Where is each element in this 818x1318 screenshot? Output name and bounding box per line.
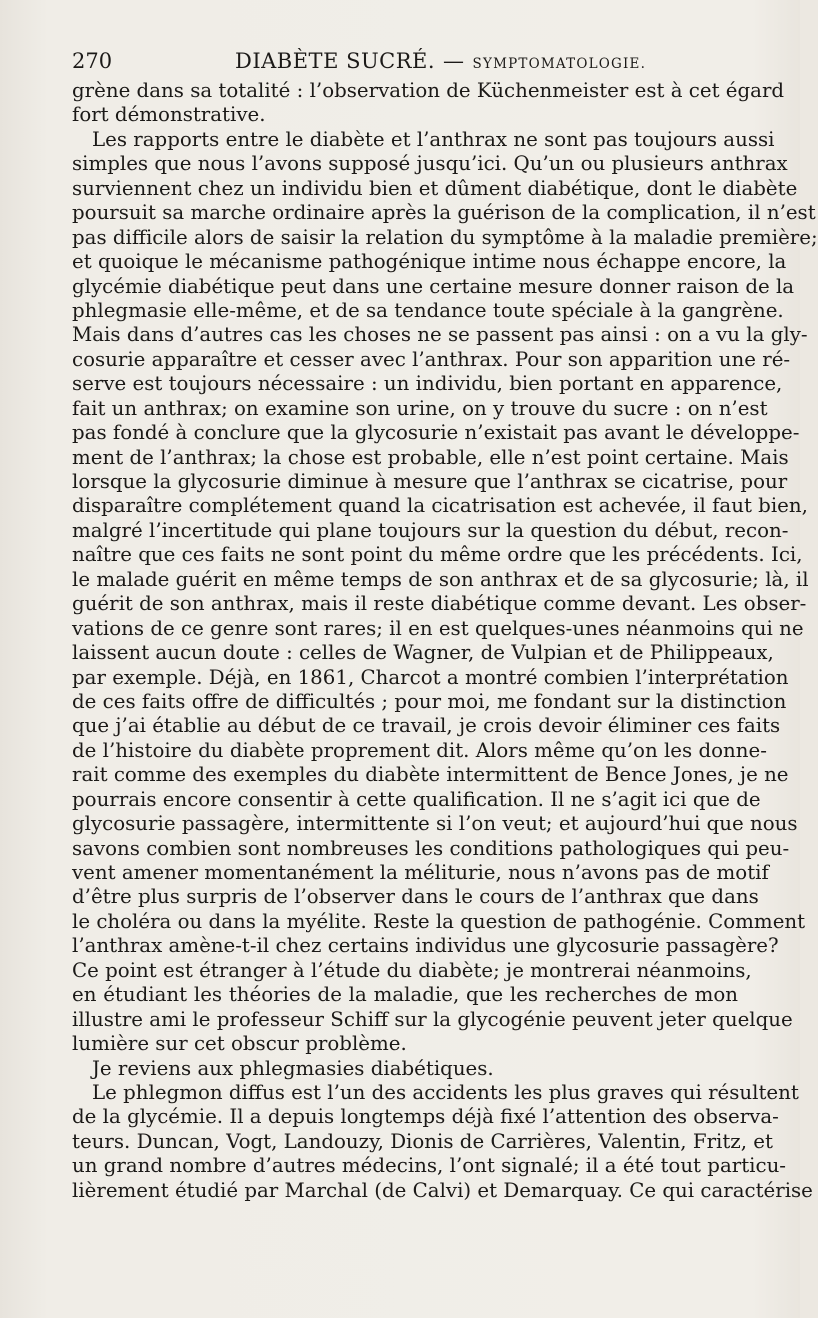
text-line: glycosurie passagère, intermittente si l’on veut; et aujourd’hui que nous	[72, 812, 798, 836]
running-title	[235, 46, 646, 79]
title-separator: —	[443, 49, 465, 73]
text-line: de ces faits offre de difficultés ; pour moi, me fondant sur la distinction	[72, 689, 787, 713]
text-line: vations de ce genre sont rares; il en est quelques-unes néanmoins qui ne	[72, 616, 804, 640]
text-line: lièrement étudié par Marchal (de Calvi) et Demarquay. Ce qui caractérise	[72, 1178, 813, 1202]
text-line: pourrais encore consentir à cette qualification. Il ne s’agit ici que de	[72, 787, 761, 811]
text-line: Ce point est étranger à l’étude du diabète; je montrerai néanmoins,	[72, 958, 752, 982]
text-line: savons combien sont nombreuses les conditions pathologiques qui peu-	[72, 836, 790, 860]
text-line: surviennent chez un individu bien et dûment diabétique, dont le diabète	[72, 176, 798, 200]
text-line: d’être plus surpris de l’observer dans le cours de l’anthrax que dans	[72, 885, 759, 909]
text-line: et quoique le mécanisme pathogénique intime nous échappe encore, la	[72, 250, 787, 274]
text-line: serve est toujours nécessaire : un individu, bien portant en apparence,	[72, 372, 783, 396]
body-text	[72, 79, 818, 1203]
text-line: le malade guérit en même temps de son anthrax et de sa glycosurie; là, il	[72, 567, 809, 591]
chapter-title: DIABÈTE SUCRÉ.	[235, 49, 436, 73]
text-line: l’anthrax amène-t-il chez certains individus une glycosurie passagère?	[72, 934, 779, 958]
page-number: 270	[72, 49, 113, 73]
text-line: glycémie diabétique peut dans une certaine mesure donner raison de la	[72, 274, 795, 298]
text-line: le choléra ou dans la myélite. Reste la question de pathogénie. Comment	[72, 909, 806, 933]
text-line: de l’histoire du diabète proprement dit. Alors même qu’on les donne-	[72, 738, 767, 762]
text-line: rait comme des exemples du diabète intermittent de Bence Jones, je ne	[72, 763, 789, 787]
text-line: pas difficile alors de saisir la relation du symptôme à la maladie première;	[72, 225, 818, 249]
text-line: de la glycémie. Il a depuis longtemps déjà fixé l’attention des observa-	[72, 1105, 779, 1129]
text-line: lumière sur cet obscur problème.	[72, 1032, 407, 1056]
text-line: Mais dans d’autres cas les choses ne se passent pas ainsi : on a vu la gly-	[72, 323, 808, 347]
text-line: naître que ces faits ne sont point du même ordre que les précédents. Ici,	[72, 543, 803, 567]
text-line: pas fondé à conclure que la glycosurie n’existait pas avant le développe-	[72, 421, 800, 445]
running-header	[72, 46, 740, 76]
text-line: malgré l’incertitude qui plane toujours sur la question du début, recon-	[72, 518, 789, 542]
paragraph-start-line: Les rapports entre le diabète et l’anthrax ne sont pas toujours aussi	[92, 127, 775, 151]
text-line: en étudiant les théories de la maladie, que les recherches de mon	[72, 983, 738, 1007]
text-line: ment de l’anthrax; la chose est probable, elle n’est point certaine. Mais	[72, 445, 789, 469]
text-line: disparaître complétement quand la cicatrisation est achevée, il faut bien,	[72, 494, 808, 518]
text-line: laissent aucun doute : celles de Wagner, de Vulpian et de Philippeaux,	[72, 641, 774, 665]
paragraph-start-line: Le phlegmon diffus est l’un des accidents les plus graves qui résultent	[92, 1080, 799, 1104]
section-title: SYMPTOMATOLOGIE.	[472, 56, 647, 72]
paragraph-start-line: Je reviens aux phlegmasies diabétiques.	[92, 1056, 494, 1080]
text-line: un grand nombre d’autres médecins, l’ont signalé; il a été tout particu-	[72, 1154, 786, 1178]
text-line: fait un anthrax; on examine son urine, on y trouve du sucre : on n’est	[72, 396, 768, 420]
text-line: illustre ami le professeur Schiff sur la glycogénie peuvent jeter quelque	[72, 1007, 793, 1031]
text-line: grène dans sa totalité : l’observation de Küchenmeister est à cet égard	[72, 79, 785, 102]
text-line: lorsque la glycosurie diminue à mesure que l’anthrax se cicatrise, pour	[72, 470, 788, 493]
text-line: phlegmasie elle-même, et de sa tendance toute spéciale à la gangrène.	[72, 298, 784, 322]
text-line: poursuit sa marche ordinaire après la guérison de la complication, il n’est	[72, 201, 816, 225]
text-line: par exemple. Déjà, en 1861, Charcot a montré combien l’interprétation	[72, 665, 789, 689]
text-line: teurs. Duncan, Vogt, Landouzy, Dionis de Carrières, Valentin, Fritz, et	[72, 1129, 773, 1153]
text-line: cosurie apparaître et cesser avec l’anthrax. Pour son apparition une ré-	[72, 347, 791, 371]
text-line: fort démonstrative.	[72, 103, 266, 127]
text-line: guérit de son anthrax, mais il reste diabétique comme devant. Les obser-	[72, 592, 807, 616]
text-line: simples que nous l’avons supposé jusqu’ici. Qu’un ou plusieurs anthrax	[72, 152, 788, 176]
text-line: vent amener momentanément la méliturie, nous n’avons pas de motif	[72, 861, 769, 884]
text-line: que j’ai établie au début de ce travail, je crois devoir éliminer ces faits	[72, 714, 781, 738]
